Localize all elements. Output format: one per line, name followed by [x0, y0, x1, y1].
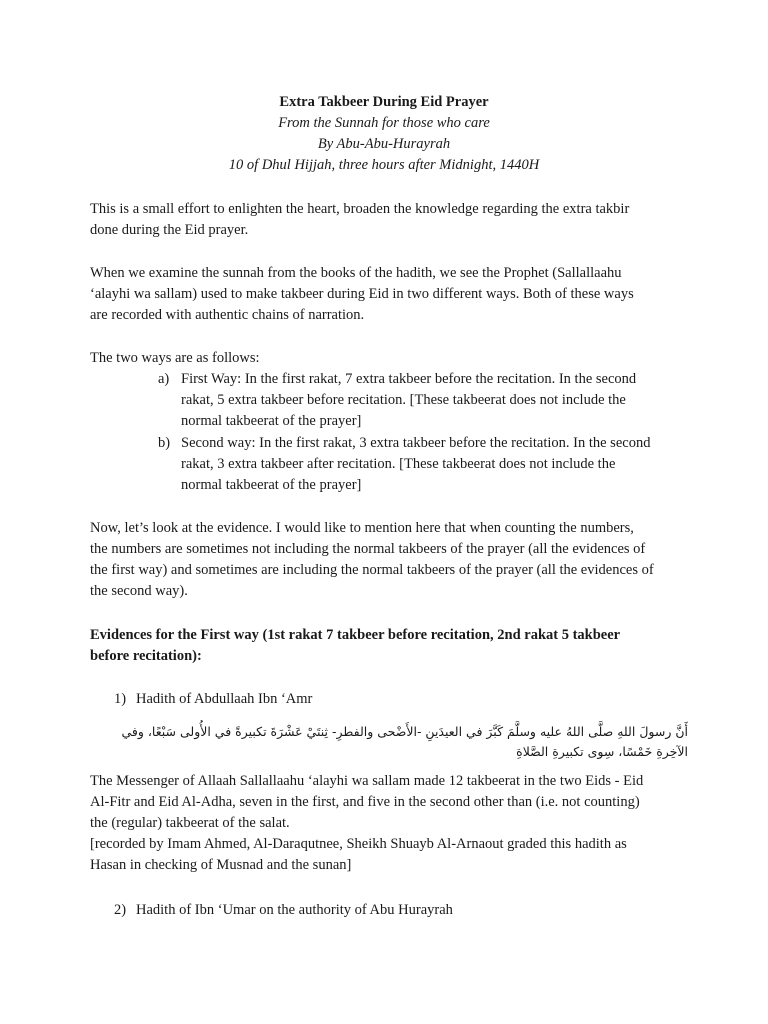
- intro-paragraph: [90, 199, 690, 241]
- list-item-body: Second way: In the first rakat, 3 extra takbeer before the recitation. In the second rakat, 3 extra takbeer after recitation. [These takbeerat does not include the normal takbeerat of the prayer]: [181, 435, 651, 493]
- document-header: [0, 92, 768, 176]
- hadith-1-arabic-text: أَنَّ رسولَ اللهِ صلَّى اللهُ عليه وسلَّمَ كَبَّرَ في العيدَينِ -الأَضْحى والفطرِ- ثِنتَيْ عَشْرَةَ تكبيرةً في الأُولى سَبْعًا، وفي الآخِرةِ خَمْسًا، سِوى تكبيرةِ الصَّلاةِ: [121, 724, 688, 759]
- hadith-1-heading: [114, 689, 312, 710]
- document-date: 10 of Dhul Hijjah, three hours after Midnight, 1440H: [228, 157, 540, 173]
- list-item-body: First Way: In the first rakat, 7 extra takbeer before the recitation. In the second rakat, 5 extra takbeer before recitation. [These takbeerat does not include the normal takbeerat of the prayer]: [181, 371, 637, 429]
- paragraph-line: When we examine the sunnah from the books of the hadith, we see the Prophet (Sallallaahu: [90, 265, 622, 281]
- section-heading: Evidences for the First way (1st rakat 7 takbeer before recitation, 2nd rakat 5 takbeer before recitation):: [90, 627, 621, 664]
- hadith-title: Hadith of Ibn ‘Umar on the authority of Abu Hurayrah: [136, 902, 453, 918]
- list-marker: a): [158, 371, 170, 387]
- hadith-2-heading: [114, 900, 453, 921]
- paragraph-line: are recorded with authentic chains of narration.: [90, 307, 365, 323]
- list-marker: b): [158, 435, 171, 451]
- paragraph-line: ‘alayhi wa sallam) used to make takbeer during Eid in two different ways. Both of these ways: [90, 286, 634, 302]
- paragraph-line: This is a small effort to enlighten the heart, broaden the knowledge regarding the extra takbir: [90, 201, 630, 217]
- evidence-intro-paragraph: Now, let’s look at the evidence. I would like to mention here that when counting the numbers, the numbers are sometimes not including the normal takbeers of the prayer (all the evidences of the first way) and sometimes are including the normal takbeers of the prayer (all the evidences of the second way).: [90, 520, 654, 599]
- hadith-number: 1): [114, 691, 127, 707]
- hadith-number: 2): [114, 902, 127, 918]
- hadith-title: Hadith of Abdullaah Ibn ‘Amr: [136, 691, 313, 707]
- ways-lead: The two ways are as follows:: [90, 350, 260, 366]
- document-subtitle: From the Sunnah for those who care: [278, 115, 490, 131]
- hadith-1-translation: The Messenger of Allaah Sallallaahu ‘alayhi wa sallam made 12 takbeerat in the two Eids - Eid Al-Fitr and Eid Al-Adha, seven in the first, and five in the second other than (i.e. not counting) the (regular) takbeerat of the salat. [recorded by Imam Ahmed, Al-Daraqutnee, Sheikh Shuayb Al-Arnaout graded this hadith as Hasan in checking of Musnad and the sunan]: [90, 773, 644, 873]
- document-title: Extra Takbeer During Eid Prayer: [279, 94, 489, 110]
- paragraph-line: done during the Eid prayer.: [90, 222, 249, 238]
- examine-paragraph: [90, 263, 690, 326]
- document-author: By Abu-Abu-Hurayrah: [317, 136, 451, 152]
